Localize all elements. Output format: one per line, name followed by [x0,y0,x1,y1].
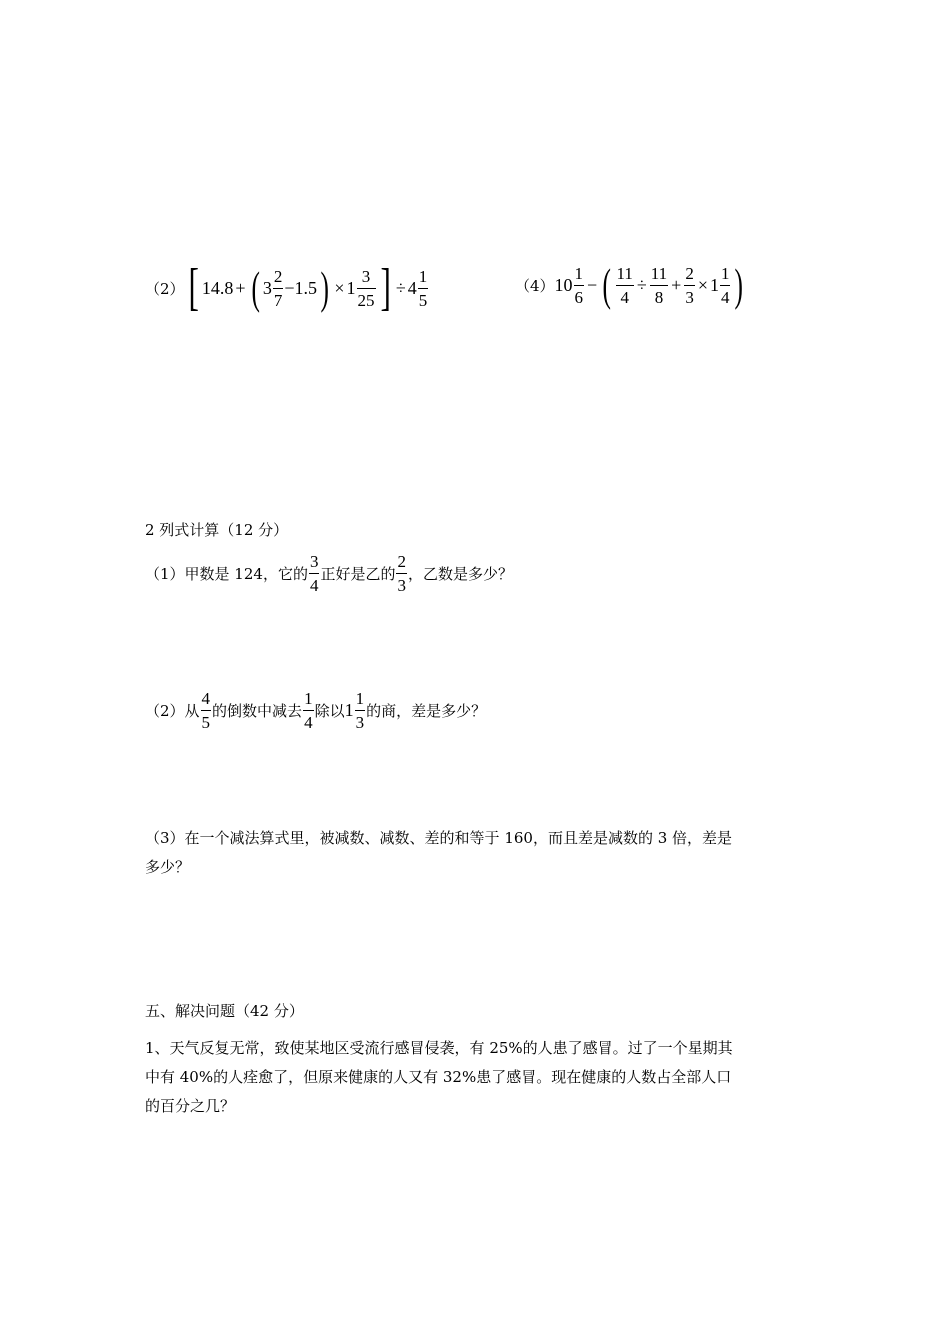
plus-operator: + [671,274,682,295]
right-paren: ) [734,259,744,310]
fraction: $\frac{11}{8}$ [650,263,668,307]
fraction: $\frac{2}{7}$ [273,266,283,310]
question-3-line-2: 多少？ [145,858,191,876]
times-operator: × [334,277,345,298]
left-bracket: [ [188,259,199,316]
fraction: $\frac{4}{5}$ [201,689,211,732]
left-paren: ( [602,259,612,310]
question-text: 正好是乙的 [320,565,396,583]
whole-number: 1 [346,277,356,298]
whole-number: 3 [262,277,272,298]
fraction: $\frac{3}{25}$ [357,266,375,310]
question-text: （1）甲数是 124，它的 [145,565,308,583]
question-text: 的商，差是多少？ [366,702,487,720]
divide-operator: ÷ [636,274,647,295]
expression-label: （4） [515,276,555,295]
number: 14.8 [201,277,234,298]
times-operator: × [697,274,708,295]
fraction: $\frac{3}{4}$ [309,552,319,595]
fraction: $\frac{1}{4}$ [720,263,730,307]
fraction: $\frac{1}{4}$ [304,689,313,732]
left-paren: ( [250,262,260,313]
whole-number: 1 [344,700,354,720]
question-1 [145,553,513,594]
question-text: 的倒数中减去 [212,702,303,720]
fraction: $\frac{11}{4}$ [616,263,633,307]
minus-term: −1.5 [284,277,318,298]
whole-number: 4 [407,277,417,298]
expression-4 [515,259,747,310]
expression-label: （2） [145,279,185,298]
fraction: $\frac{2}{3}$ [685,263,694,307]
section-heading: 2 列式计算（12 分） [145,521,289,539]
right-bracket: ] [379,259,391,316]
fraction: $\frac{1}{5}$ [418,266,428,310]
whole-number: 1 [709,274,719,295]
question-3-line-1: （3）在一个减法算式里，被减数、减数、差的和等于 160，而且差是减数的 3 倍，差是 [145,829,733,847]
divide-operator: ÷ [395,277,406,298]
right-paren: ) [320,262,329,313]
fraction: $\frac{1}{6}$ [574,263,584,307]
problem-1-line-2: 中有 40%的人痊愈了，但原来健康的人又有 32%患了感冒。现在健康的人数占全部人口 [145,1068,732,1086]
expression-2 [145,259,429,316]
plus-operator: + [235,277,246,298]
minus-operator: − [587,274,598,295]
problem-1-line-3: 的百分之几？ [145,1097,236,1115]
whole-number: 10 [554,274,573,295]
fraction: $\frac{1}{3}$ [355,689,365,732]
problem-1-line-1: 1、天气反复无常，致使某地区受流行感冒侵袭，有 25%的人患了感冒。过了一个星期其 [145,1039,733,1057]
question-2 [145,690,486,731]
question-text: 除以 [314,702,345,720]
fraction: $\frac{2}{3}$ [397,552,406,595]
question-text: ，乙数是多少？ [407,565,513,583]
question-text: （2）从 [145,702,200,720]
section-heading: 五、解决问题（42 分） [145,1002,304,1020]
